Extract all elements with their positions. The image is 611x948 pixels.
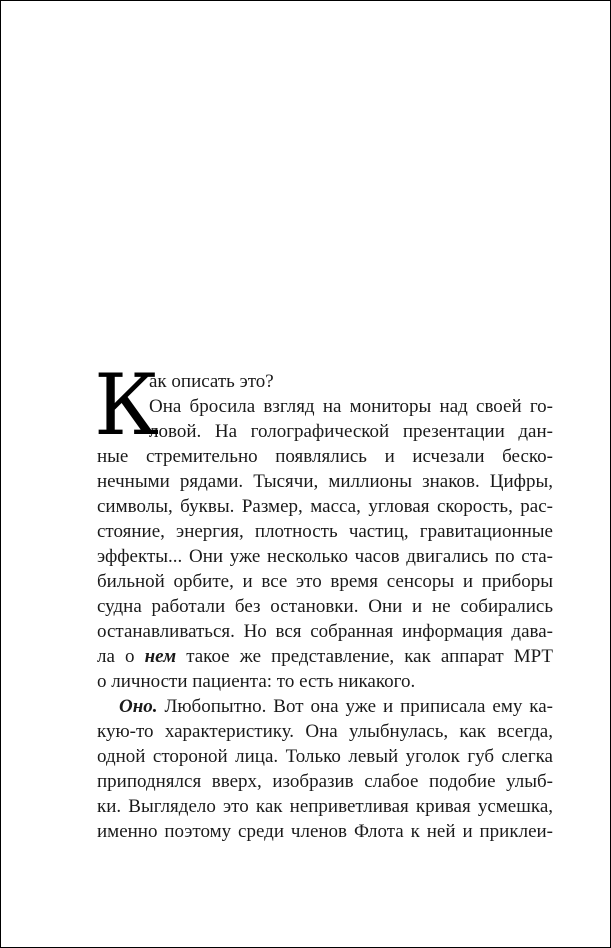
text-line: именно поэтому среди членов Флота к ней и приклеи-	[97, 821, 553, 842]
emphasis-word: Оно.	[119, 696, 158, 717]
text-line: о личности пациента: то есть никакого.	[97, 671, 416, 692]
text-line: символы, буквы. Размер, масса, угловая скорость, рас-	[97, 496, 553, 517]
text-line: одной стороной лица. Только левый уголок губ слегка	[97, 746, 553, 767]
text-line: приподнялся вверх, изобразив слабое подобие улыб-	[97, 771, 553, 792]
body-text	[94, 356, 553, 844]
text-line: ки. Выглядело это как неприветливая кривая усмешка,	[97, 796, 553, 817]
text-line: останавливаться. Но вся собранная информация дава-	[97, 621, 553, 642]
drop-cap-letter: К	[94, 356, 160, 454]
text-line: стояние, энергия, плотность частиц, гравитационные	[97, 521, 553, 542]
text-line	[97, 694, 553, 719]
emphasis-word: нем	[144, 646, 177, 667]
text-line: судна работали без остановки. Они и не собирались	[97, 596, 553, 617]
text-line: ак описать это?	[149, 371, 274, 392]
text-line	[97, 644, 553, 669]
text-line: кую-то характеристику. Она улыбнулась, как всегда,	[97, 721, 553, 742]
text-fragment: Любопытно. Вот она уже и приписала ему ка-	[157, 696, 553, 717]
text-line: нечными рядами. Тысячи, миллионы знаков. Цифры,	[97, 471, 553, 492]
text-line: эффекты... Они уже несколько часов двигались по ста-	[97, 546, 553, 567]
text-line: бильной орбите, и все это время сенсоры и приборы	[97, 571, 553, 592]
text-fragment: ла о	[97, 646, 145, 667]
text-line: Она бросила взгляд на мониторы над своей го-	[149, 396, 553, 417]
text-line: ловой. На голографической презентации дан-	[149, 421, 553, 442]
text-line: ные стремительно появлялись и исчезали беско-	[97, 446, 553, 467]
text-fragment: такое же представление, как аппарат МРТ	[176, 646, 553, 667]
